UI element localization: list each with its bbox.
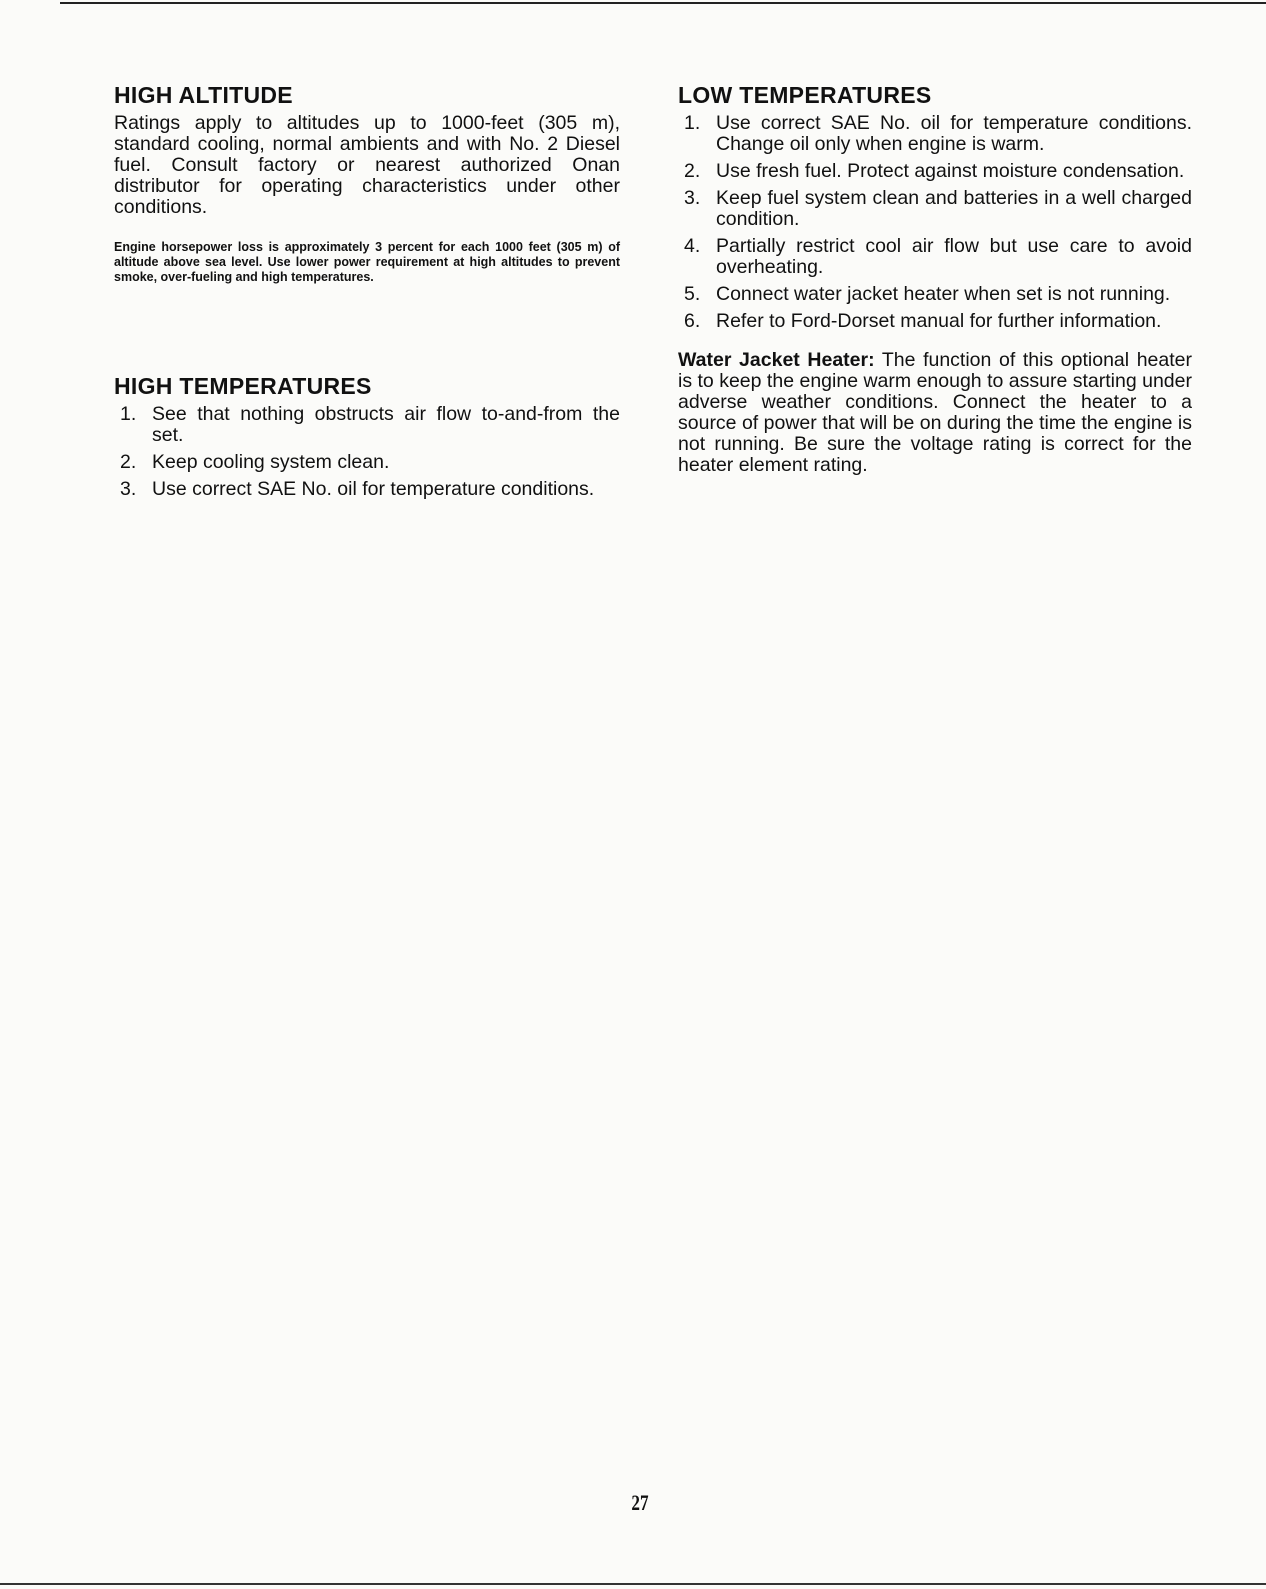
water-jacket-heater-section — [678, 350, 1192, 476]
list-item-text: See that nothing obstructs air flow to-and-from the set. — [152, 403, 620, 446]
low-temperatures-list — [678, 113, 1192, 332]
list-item — [114, 479, 620, 500]
list-item — [678, 284, 1192, 305]
list-item — [114, 404, 620, 446]
high-altitude-note: Engine horsepower loss is approximately 3 percent for each 1000 feet (305 m) of altitude above sea level. Use lower power requirement at high altitudes to prevent smoke, over-fueling and high temperatures. — [114, 240, 620, 284]
left-column — [114, 82, 620, 506]
list-item-text: Keep cooling system clean. — [152, 451, 390, 473]
list-item-number: 2. — [120, 451, 137, 473]
water-jacket-heater-text: The function of this optional heater is to keep the engine warm enough to assure starting under adverse weather conditions. Connect the heater to a source of power that will be on during the time the engine is not running. Be sure the voltage rating is correct for the heater element rating. — [678, 349, 1193, 476]
list-item-number: 3. — [684, 187, 701, 209]
list-item-text: Connect water jacket heater when set is not running. — [716, 283, 1171, 305]
list-item-number: 5. — [684, 283, 701, 305]
list-item-number: 6. — [684, 310, 701, 332]
low-temperatures-heading: LOW TEMPERATURES — [678, 82, 932, 108]
high-altitude-section — [114, 82, 620, 285]
water-jacket-heater-label: Water Jacket Heater: — [678, 349, 875, 371]
page-number: 27 — [631, 1490, 649, 1515]
list-item — [678, 188, 1192, 230]
list-item-text: Refer to Ford-Dorset manual for further information. — [716, 310, 1162, 332]
top-rule — [0, 2, 1266, 4]
right-column — [678, 82, 1192, 476]
high-temperatures-section — [114, 373, 620, 500]
list-item-number: 1. — [120, 403, 137, 425]
list-item-text: Use correct SAE No. oil for temperature conditions. — [152, 478, 595, 500]
list-item — [678, 236, 1192, 278]
high-altitude-body: Ratings apply to altitudes up to 1000-feet (305 m), standard cooling, normal ambients and with No. 2 Diesel fuel. Consult factory or nearest authorized Onan distributor for operating characteristics under other conditions. — [114, 112, 620, 218]
list-item-number: 4. — [684, 235, 701, 257]
high-temperatures-heading: HIGH TEMPERATURES — [114, 373, 372, 399]
list-item — [678, 161, 1192, 182]
list-item-number: 2. — [684, 160, 701, 182]
high-altitude-heading: HIGH ALTITUDE — [114, 82, 293, 108]
list-item-text: Use fresh fuel. Protect against moisture condensation. — [716, 160, 1185, 182]
high-temperatures-list — [114, 404, 620, 500]
water-jacket-heater-paragraph — [678, 350, 1192, 476]
list-item — [114, 452, 620, 473]
list-item-number: 3. — [120, 478, 137, 500]
bottom-rule — [0, 1583, 1266, 1585]
low-temperatures-section — [678, 82, 1192, 332]
list-item — [678, 113, 1192, 155]
list-item — [678, 311, 1192, 332]
list-item-text: Partially restrict cool air flow but use care to avoid overheating. — [716, 235, 1192, 278]
list-item-text: Use correct SAE No. oil for temperature conditions. Change oil only when engine is warm. — [716, 112, 1192, 155]
list-item-number: 1. — [684, 112, 701, 134]
list-item-text: Keep fuel system clean and batteries in a well charged condition. — [716, 187, 1192, 230]
